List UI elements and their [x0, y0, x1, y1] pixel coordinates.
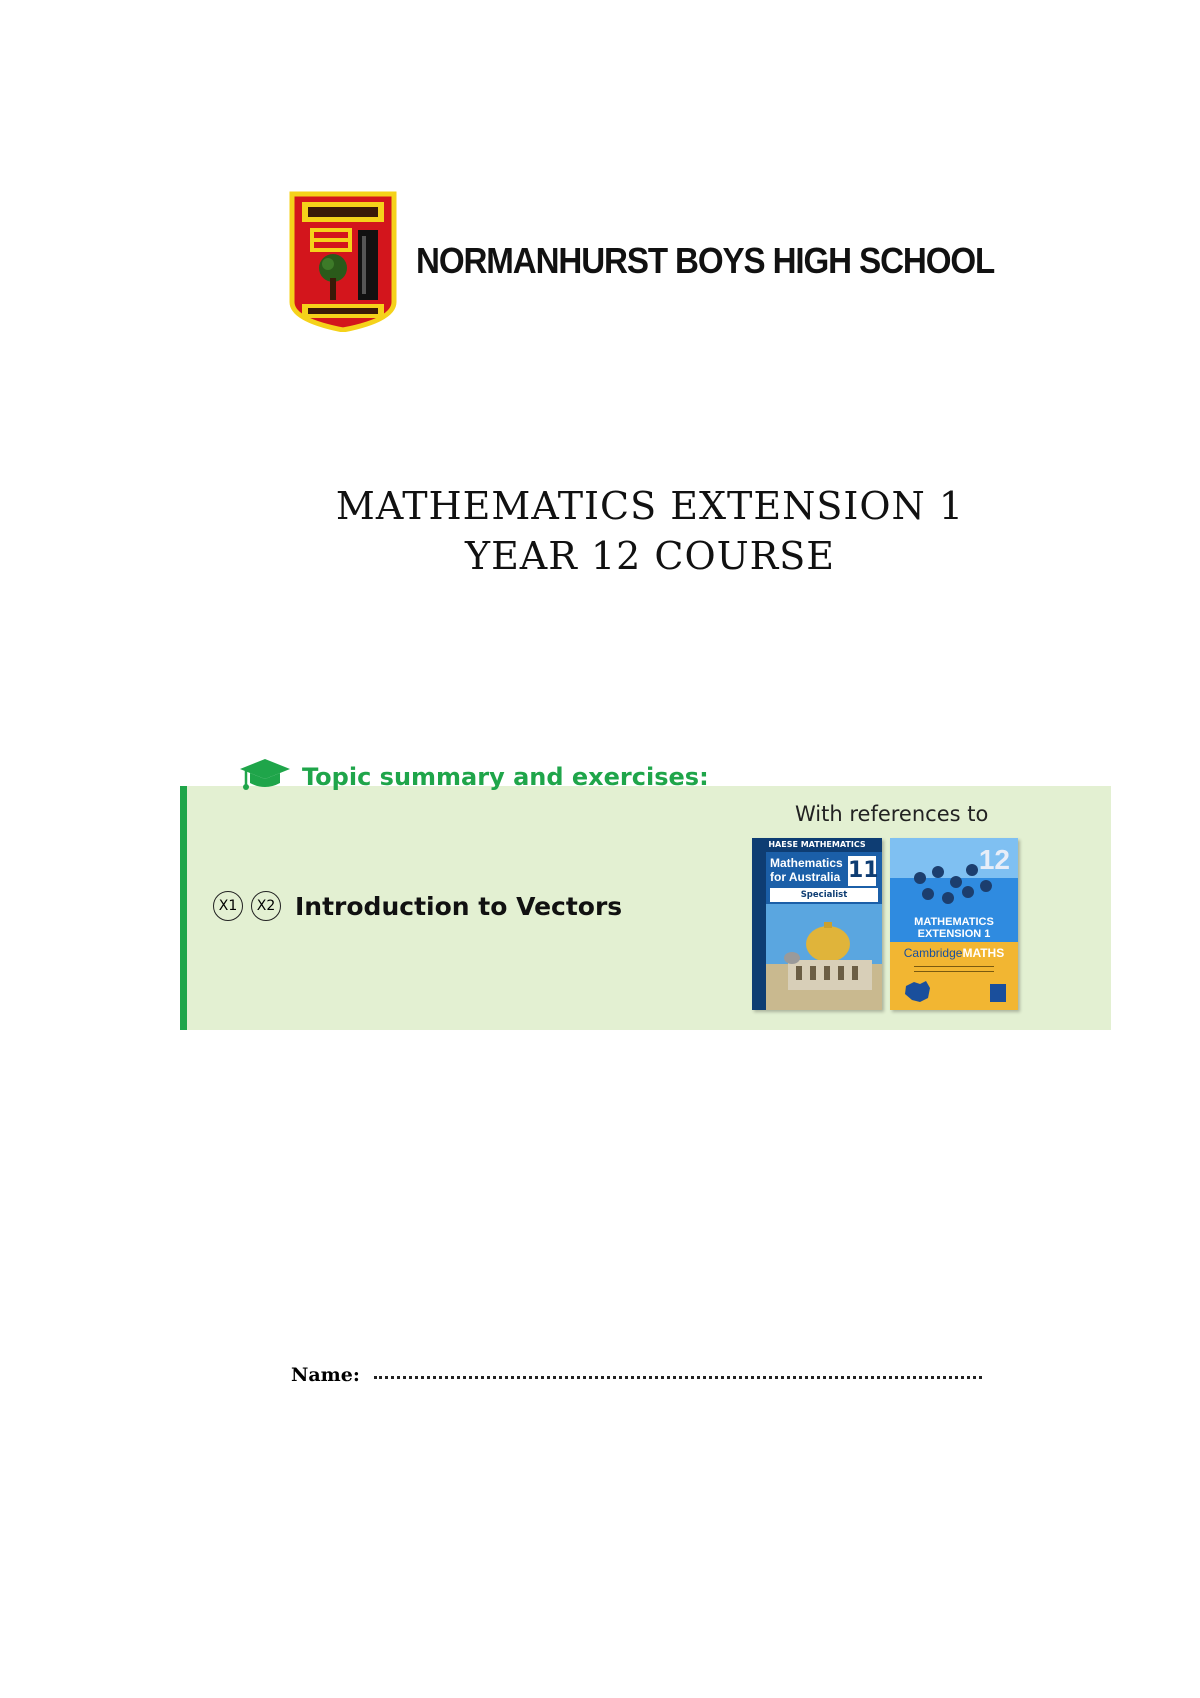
reference-book-haese	[752, 838, 882, 1010]
book1-series: HAESE MATHEMATICS	[752, 838, 882, 852]
topic-title: Introduction to Vectors	[295, 891, 623, 921]
course-title-line1: MATHEMATICS EXTENSION 1	[335, 484, 965, 528]
book1-title: Mathematics for Australia	[770, 856, 843, 884]
name-field-row	[291, 1364, 982, 1386]
topic-row	[213, 891, 622, 921]
book2-brand: CambridgeMATHS	[903, 946, 1005, 960]
reference-book-cambridge	[890, 838, 1018, 1010]
australia-map-icon	[902, 978, 932, 1004]
book1-number: 11	[848, 856, 876, 886]
course-badge-x1: X1	[213, 891, 243, 921]
course-title-line2: YEAR 12 COURSE	[464, 534, 836, 578]
references-label: With references to	[795, 802, 989, 826]
book2-title: MATHEMATICS EXTENSION 1	[914, 916, 994, 940]
name-input-line[interactable]	[374, 1372, 982, 1379]
book2-number: 12	[978, 844, 1010, 875]
school-name: NORMANHURST BOYS HIGH SCHOOL	[416, 240, 995, 281]
book1-cover-photo	[766, 904, 882, 1010]
publisher-logo-icon	[990, 984, 1006, 1002]
topic-heading	[238, 757, 709, 797]
course-badge-x2: X2	[251, 891, 281, 921]
topic-heading-label: Topic summary and exercises:	[302, 763, 709, 791]
book1-spine	[752, 852, 766, 1010]
graduation-cap-icon	[238, 757, 292, 797]
book2-author-lines	[914, 966, 994, 972]
name-label: Name:	[291, 1364, 360, 1386]
book1-subtitle: Specialist	[770, 888, 878, 902]
book2-lower-panel	[890, 942, 1018, 1010]
school-crest-logo	[288, 190, 398, 332]
